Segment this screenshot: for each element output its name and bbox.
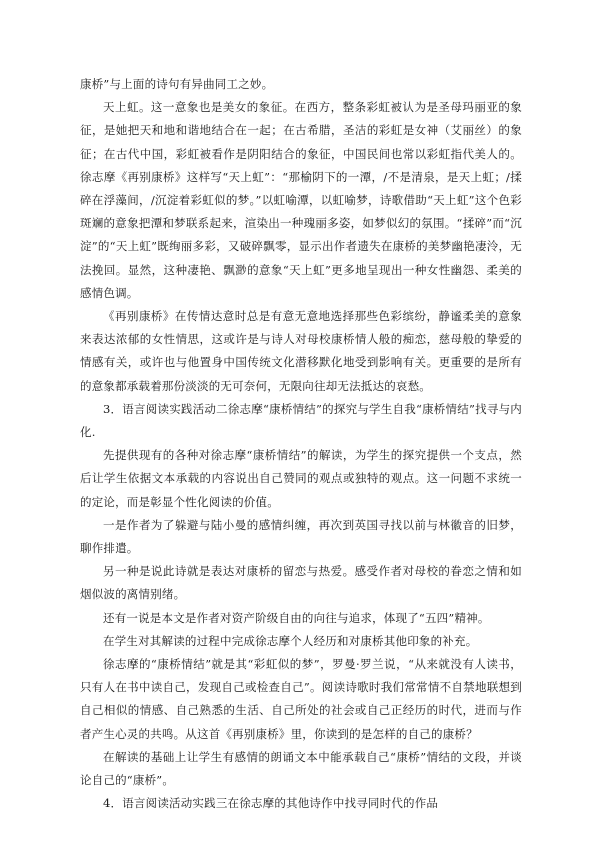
paragraph-supplement: 在学生对其解读的过程中完成徐志摩个人经历和对康桥其他印象的补充。 <box>103 633 478 648</box>
paragraph-feminine-imagery: 《再别康桥》在传情达意时总是有意无意地选择那些色彩缤纷，静谧柔美的意象来表达浓郁的女性情思，这或许是与诗人对母校康桥情人般的痴恋，慈母般的挚爱的情感有关，或许也与他置身中国传统文化潜移默化地受到影响有关。更重要的是所有的意象都承载着那份淡淡的无可奈何，无限向往却无法抵达的哀愁。 <box>80 309 522 393</box>
document-body <box>80 73 522 816</box>
heading-activity-three: 4．语言阅读活动实践三在徐志摩的其他诗作中找寻同时代的作品 <box>103 796 439 811</box>
paragraph-interpretations-intro: 先提供现有的各种对徐志摩“康桥情结”的解读，为学生的探究提供一个支点，然后让学生依据文本承载的内容说出自己赞同的观点或独特的观点。这一问题不求统一的定论，而是彰显个性化阅读的价值。 <box>80 448 522 509</box>
heading-activity-two: 3．语言阅读实践活动二徐志摩“康桥情结”的探究与学生自我“康桥情结”找寻与内化. <box>80 401 522 440</box>
paragraph-continuation: 康桥”与上面的诗句有异曲同工之妙。 <box>80 77 274 91</box>
paragraph-rainbow-imagery: 天上虹。这一意象也是美女的象征。在西方，整条彩虹被认为是圣母玛丽亚的象征，是她把天和地和谐地结合在一起；在古希腊，圣洁的彩虹是女神（艾丽丝）的象征；在古代中国，彩虹被看作是阴阳结合的象征，中国民间也常以彩虹指代美人的。徐志摩《再别康桥》这样写“天上虹”：“那榆阴下的一潭，/不是清泉，是天上虹；/揉碎在浮藻间，/沉淀着彩虹似的梦。”以虹喻潭，以虹喻梦，诗歌借助“天上虹”这个色彩斑斓的意象把潭和梦联系起来，渲染出一种瑰丽多姿，如梦似幻的氛围。“揉碎”而“沉淀”的“天上虹”既绚丽多彩，又破碎飘零，显示出作者遗失在康桥的美梦幽艳凄泠，无法挽回。显然，这种凄艳、飘渺的意象“天上虹”更多地呈现出一种女性幽怨、柔美的感情色调。 <box>80 100 522 300</box>
paragraph-interpretation-one: 一是作者为了躲避与陆小曼的感情纠缠，再次到英国寻找以前与林徽音的旧梦，聊作排遣。 <box>80 517 522 556</box>
paragraph-interpretation-three: 还有一说是本文是作者对资产阶级自由的向往与追求，体现了“五四”精神。 <box>103 610 490 625</box>
paragraph-interpretation-two: 另一种是说此诗就是表达对康桥的留恋与热爱。感受作者对母校的眷恋之情和如烟似波的离情别绪。 <box>80 564 522 602</box>
paragraph-cambridge-complex: 徐志摩的“康桥情结”就是其“彩虹似的梦”，罗曼·罗兰说，“从来就没有人读书，只有人在书中读自己，发现自己或检查自己”。阅读诗歌时我们常常情不自禁地联想到自己相似的情感、自己熟悉的生活、自己所处的社会或自己正经历的时代，进而与作者产生心灵的共鸣。从这首《再别康桥》里，你读到的是怎样的自己的康桥？ <box>80 657 522 741</box>
paragraph-recitation: 在解读的基础上让学生有感情的朗诵文本中能承载自己“康桥”情结的文段，并谈论自己的“康桥”。 <box>80 749 522 788</box>
